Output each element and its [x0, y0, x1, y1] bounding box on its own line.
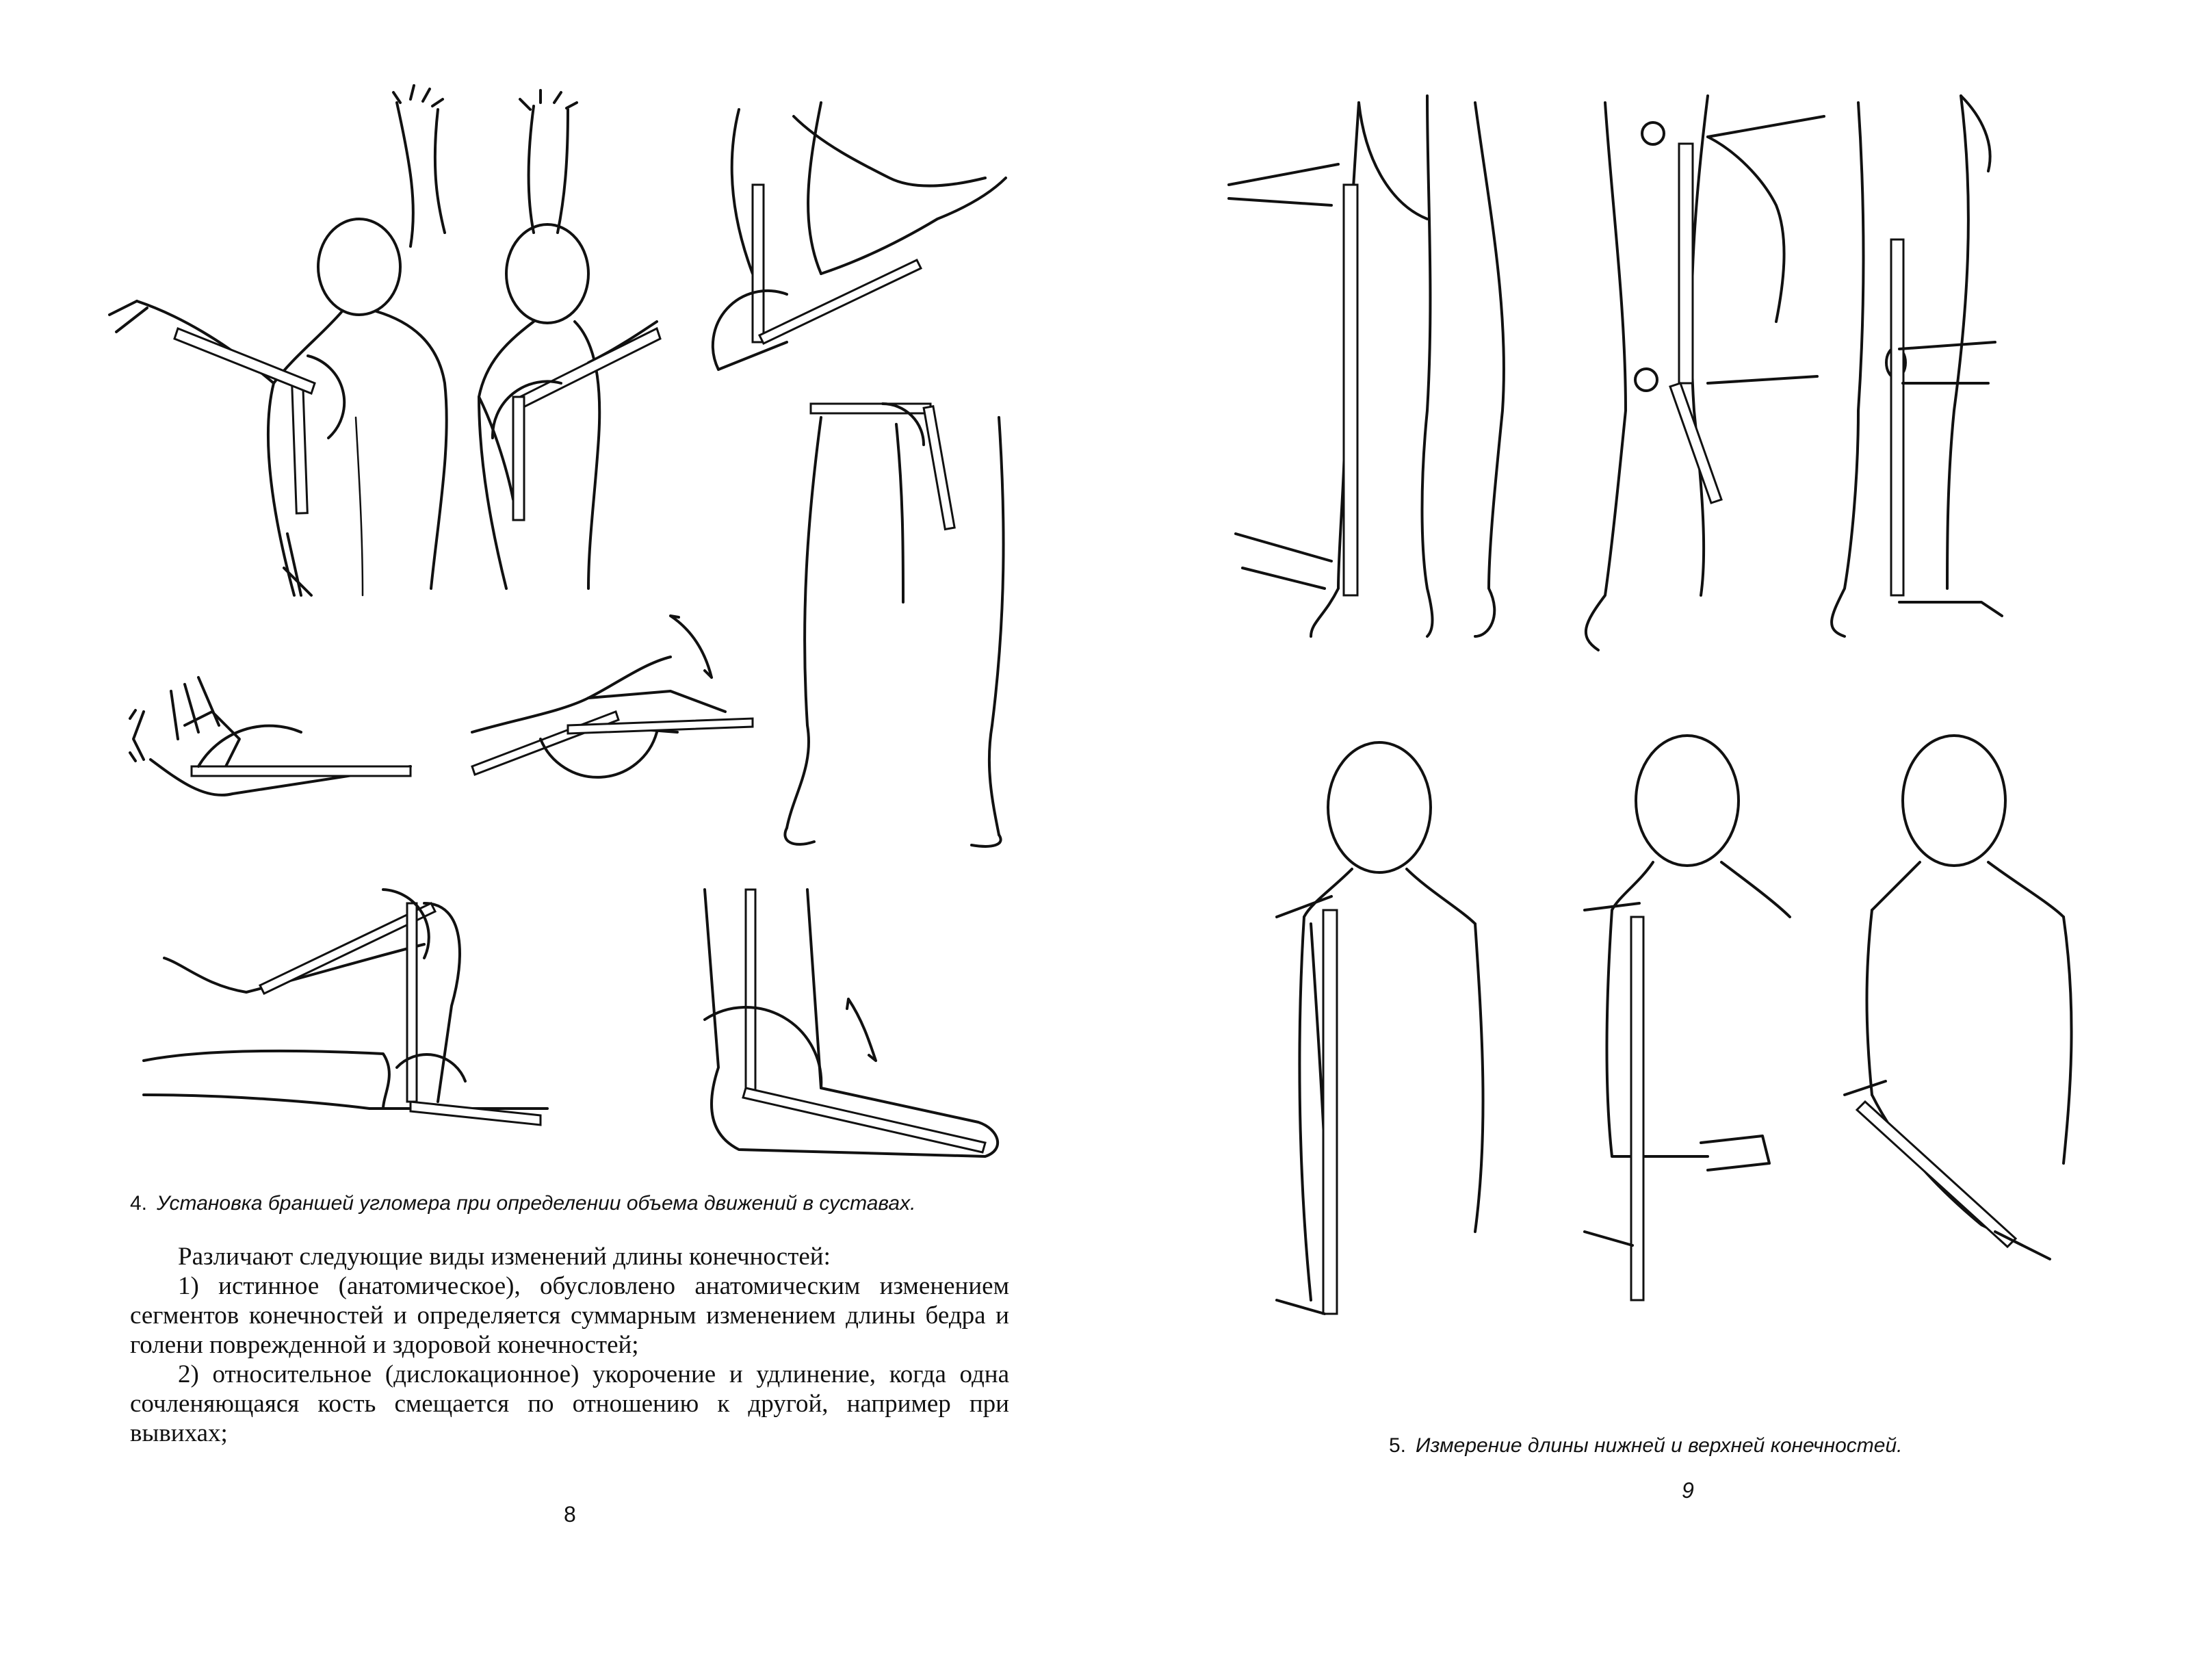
- figure-4-number: 4.: [130, 1192, 148, 1215]
- page-number-right: 9: [1682, 1478, 1694, 1503]
- panel-knee-flexion: [144, 890, 547, 1125]
- figure-4-caption-text: Установка браншей угломера при определении объема движений в суставах.: [157, 1192, 916, 1215]
- panel-leg-length-front: [1229, 96, 1504, 636]
- body-text: [130, 1242, 1009, 1448]
- figure-5-caption-text: Измерение длины нижней и верхней конечностей.: [1416, 1434, 1903, 1457]
- panel-arm-length-front: [1277, 742, 1483, 1314]
- panel-hip-abduction: [785, 404, 1003, 846]
- panel-leg-length-side: [1832, 96, 2002, 636]
- panel-elbow-flexion: [713, 103, 1006, 370]
- paragraph: Различают следующие виды изменений длины конечностей:: [178, 1243, 831, 1271]
- right-page: [1106, 0, 2212, 1671]
- figure-4-caption: [130, 1192, 915, 1215]
- figure-5-number: 5.: [1389, 1434, 1407, 1457]
- panel-ankle-flexion: [705, 890, 998, 1156]
- figure-4-illustration: [0, 0, 1106, 1177]
- paragraph: 1) истинное (анатомическое), обусловлено анатомическим изменением сегментов конечностей и определяется суммарным изменением длины бедра и голени поврежденной и здоровой конечностей;: [130, 1272, 1009, 1359]
- figure-5-illustration: [1106, 0, 2212, 1423]
- panel-shoulder-flexion-front: [479, 90, 660, 588]
- page-number-left: 8: [564, 1502, 576, 1527]
- panel-thigh-shin-length: [1586, 96, 1824, 650]
- panel-finger-flexion: [130, 677, 411, 795]
- paragraph: 2) относительное (дислокационное) укорочение и удлинение, когда одна сочленяющаяся кость смещается по отношению к другой, например при вывихах;: [130, 1360, 1009, 1447]
- panel-forearm-length: [1845, 736, 2072, 1259]
- figure-5-caption: [1389, 1434, 1902, 1458]
- panel-wrist-flexion: [472, 616, 753, 777]
- panel-shoulder-abduction: [109, 86, 447, 595]
- panel-upper-arm-length: [1585, 736, 1790, 1300]
